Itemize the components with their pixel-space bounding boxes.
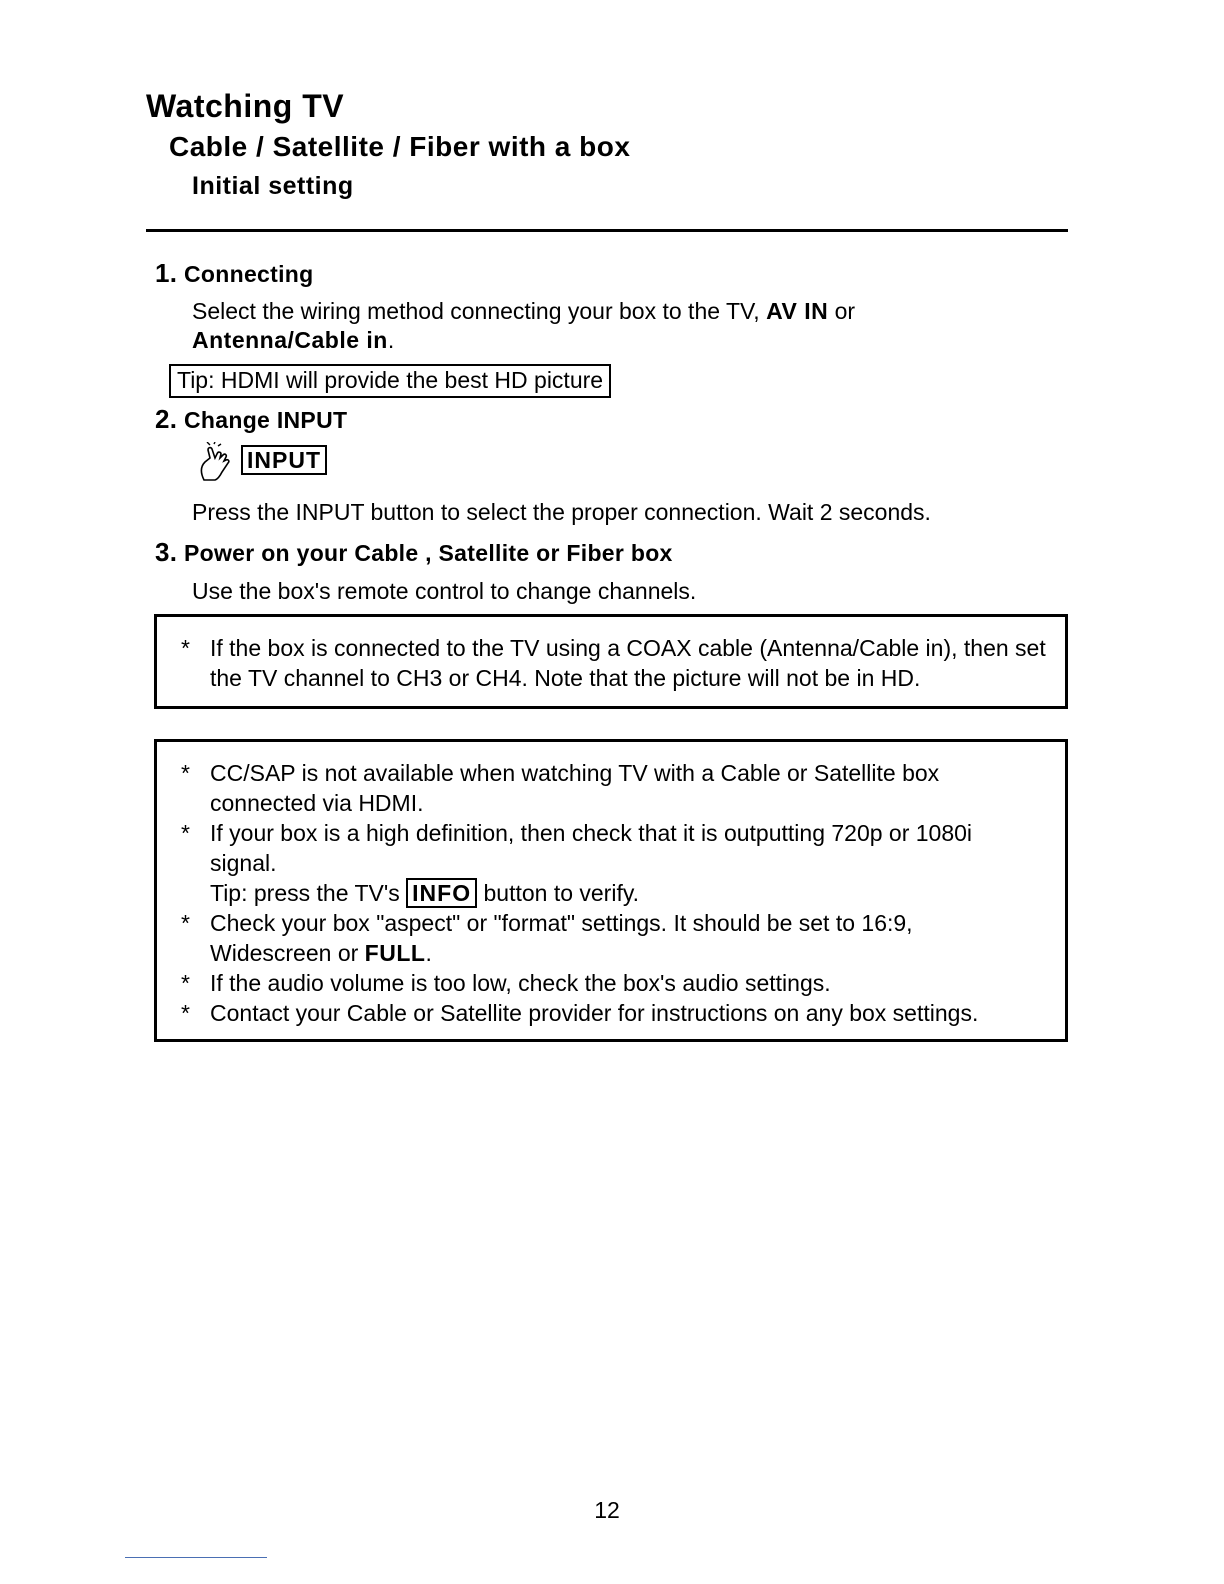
step-2-number: 2. <box>155 404 178 434</box>
step-1-number: 1. <box>155 258 178 288</box>
bullet: * <box>181 970 190 996</box>
step-3-heading <box>155 537 673 568</box>
note-item <box>157 968 1025 998</box>
hand-press-icon <box>198 442 234 482</box>
note-item <box>157 758 1025 818</box>
audio-note: If the audio volume is too low, check the box's audio settings. <box>210 970 831 996</box>
step-3-text: Use the box's remote control to change channels. <box>192 578 697 604</box>
coax-note-box <box>154 614 1068 709</box>
aspect-note-end: . <box>425 940 432 966</box>
note-item <box>157 633 1065 693</box>
info-key-label: INFO <box>406 878 477 908</box>
page-subtitle: Cable / Satellite / Fiber with a box <box>169 131 631 162</box>
step-2-text: Press the INPUT button to select the proper connection. Wait 2 seconds. <box>192 499 931 525</box>
step-1-text <box>192 297 952 355</box>
step-3-number: 3. <box>155 537 178 567</box>
page-title: Watching TV <box>146 88 345 124</box>
coax-note-text: If the box is connected to the TV using a COAX cable (Antenna/Cable in), then set the TV channel to CH3 or CH4. Note that the picture will not be in HD. <box>210 635 1046 691</box>
bullet: * <box>181 635 190 661</box>
note-item <box>157 998 1025 1028</box>
step-2-title: Change INPUT <box>184 407 348 433</box>
av-in-label: AV IN <box>766 298 829 324</box>
step-1-heading <box>155 258 314 289</box>
footer-line <box>125 1557 267 1558</box>
step-1-text-end: . <box>387 327 395 353</box>
bullet: * <box>181 1000 190 1026</box>
bullet: * <box>181 910 190 936</box>
step-1-text-or: or <box>828 298 856 324</box>
step-1-title: Connecting <box>184 261 314 287</box>
section-title: Initial setting <box>192 172 354 200</box>
bullet: * <box>181 760 190 786</box>
full-label: FULL <box>364 940 426 966</box>
input-key-label: INPUT <box>241 445 327 475</box>
step-3-title: Power on your Cable , Satellite or Fiber box <box>184 540 673 566</box>
tips-note-box <box>154 739 1068 1042</box>
provider-note: Contact your Cable or Satellite provider for instructions on any box settings. <box>210 1000 979 1026</box>
cc-sap-note: CC/SAP is not available when watching TV with a Cable or Satellite box connected via HDMI. <box>210 760 940 816</box>
hdmi-tip-box: Tip: HDMI will provide the best HD picture <box>169 364 611 398</box>
step-2-heading <box>155 404 347 435</box>
antenna-cable-in-label: Antenna/Cable in <box>192 327 388 353</box>
info-tip-text: Tip: press the TV's <box>210 880 407 906</box>
hd-output-note: If your box is a high definition, then check that it is outputting 720p or 1080i signal. <box>210 820 973 876</box>
note-item <box>157 818 1025 908</box>
aspect-note: Check your box "aspect" or "format" settings. It should be set to 16:9, Widescreen or <box>210 910 913 966</box>
header-divider <box>146 229 1068 232</box>
note-item <box>157 908 1025 968</box>
info-tip-text-end: button to verify. <box>477 880 640 906</box>
page-number: 12 <box>594 1497 620 1523</box>
bullet: * <box>181 820 190 846</box>
step-1-text-part: Select the wiring method connecting your box to the TV, <box>192 298 767 324</box>
